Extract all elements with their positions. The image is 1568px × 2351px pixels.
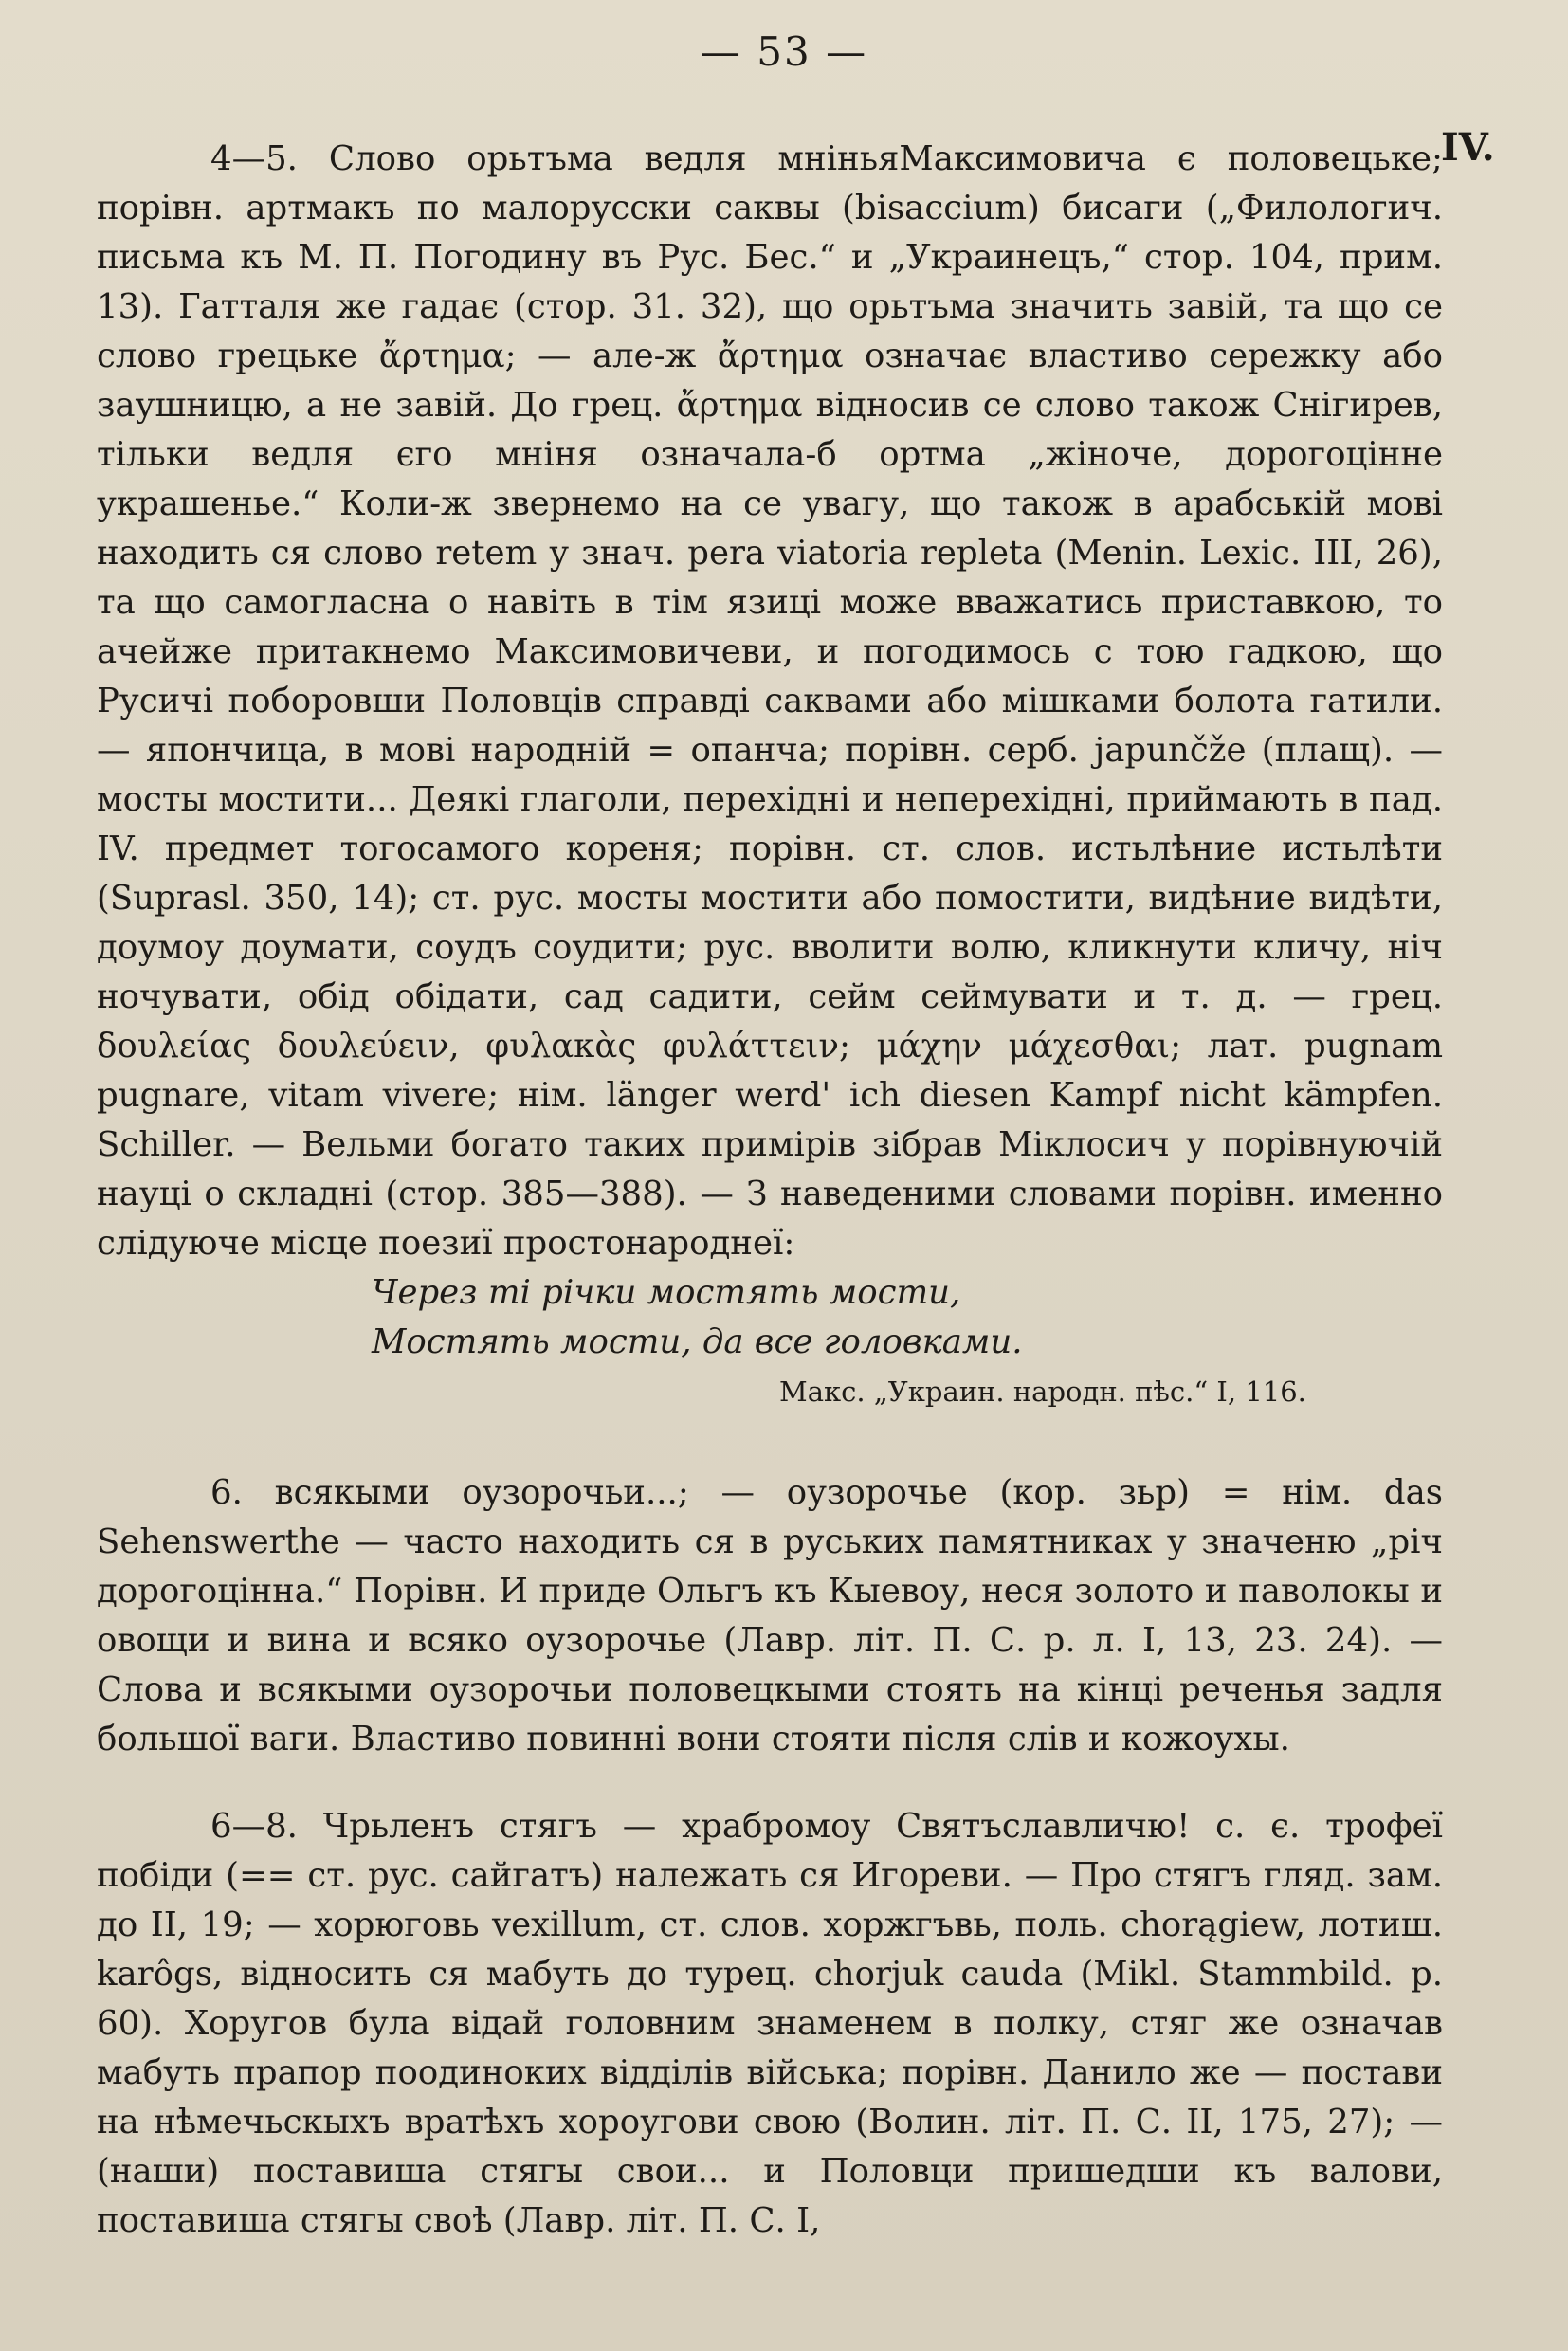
margin-note: IV.	[1441, 125, 1495, 170]
paragraph-commentary-6: 6. всякыми оузорочьи...; — оузорочье (кор. зьр) = нім. das Sehenswerthe — часто находить ся в руських памятниках у значеню „річ дорогоцінна.“ Порівн. И приде Ольгъ къ Кыевоу, неся золото и паволокы и овощи и вина и всяко оузорочье (Лавр. літ. П. С. р. л. I, 13, 23. 24). — Слова и всякыми оузорочьи половецкыми стоять на кінці реченья задля большої ваги. Властиво повинні вони стояти після слів и кожоухы.	[97, 1473, 1443, 1759]
paragraph-gap	[97, 1764, 1443, 1802]
quote-line: Мостять мости, да все головками.	[372, 1322, 1023, 1361]
paragraph-gap	[97, 1416, 1443, 1468]
quote-source: Макс. „Украин. народн. пѣс.“ I, 116.	[779, 1376, 1306, 1408]
folk-poetry-quote	[97, 1268, 1443, 1416]
page-number: — 53 —	[700, 28, 868, 75]
quote-line: Через ті річки мостять мости,	[372, 1273, 961, 1312]
body-text	[97, 135, 1443, 2246]
paragraph-commentary-4-5: 4—5. Слово орьтъма ведля мніньяМаксимовича є половецьке; порівн. артмакъ по малорусски саквы (bisaccium) бисаги („Филологич. письма къ М. П. Погодину въ Рус. Бес.“ и „Украинецъ,“ стор. 104, прим. 13). Гатталя же гадає (стор. 31. 32), що орьтъма значить завій, та що се слово грецьке ἄρτημα; — але-ж ἄρτημα означає властиво сережку або заушницю, а не завій. До грец. ἄρτημα відносив се слово також Снігирев, тільки ведля єго мніня означала-б ортма „жіноче, дорогоцінне украшенье.“ Коли-ж звернемо на се увагу, що також в арабській мові находить ся слово retem у знач. pera viatoria repleta (Menin. Lexic. III, 26), та що самогласна о навіть в тім язиці може вважатись приставкою, то ачейже притакнемо Максимовичеви, и погодимось с тою гадкою, що Русичі поборовши Половців справді саквами або мішками болота гатили. — япончица, в мові народній = опанча; порівн. серб. japunčže (плащ). — мосты мостити... Деякі глаголи, перехідні и неперехідні, приймають в пад. IV. предмет тогосамого кореня; порівн. ст. слов. истьлѣние истьлѣти (Suprasl. 350, 14); ст. рус. мосты мостити або помостити, видѣние видѣти, доумоу доумати, соудъ соудити; рус. вволити волю, кликнути кличу, ніч ночувати, обід обідати, сад садити, сейм сеймувати и т. д. — грец. δουλείας δουλεύειν, φυλακὰς φυλάττειν; μάχην μάχεσθαι; лат. pugnam pugnare, vitam vivere; нім. länger werd' ich diesen Kampf nicht kämpfen. Schiller. — Вельми богато таких примірів зібрав Міклосич у порівнуючій науці о складні (стор. 385—388). — З наведеними словами порівн. именно слідуюче місце поезиї простонароднеї:	[97, 139, 1443, 1263]
paragraph-commentary-6-8: 6—8. Чрьленъ стягъ — храбромоу Святъславличю! с. є. трофеї побіди (== ст. рус. сайгатъ) належать ся Игореви. — Про стягъ гляд. зам. до II, 19; — хорюговь vexillum, ст. слов. хоржгъвь, поль. chorągiew, лотиш. karôgs, відносить ся мабуть до турец. chorjuk cauda (Mikl. Stammbild. p. 60). Хоругов була відай головним знаменем в полку, стяг же означав мабуть прапор поодиноких відділів війська; порівн. Данило же — постави на нѣмечьскыхъ вратѣхъ хороугови свою (Волин. літ. П. С. II, 175, 27); — (наши) поставиша стягы свои... и Половци пришедши къ валови, поставиша стягы своѣ (Лавр. літ. П. С. I,	[97, 1807, 1443, 2240]
